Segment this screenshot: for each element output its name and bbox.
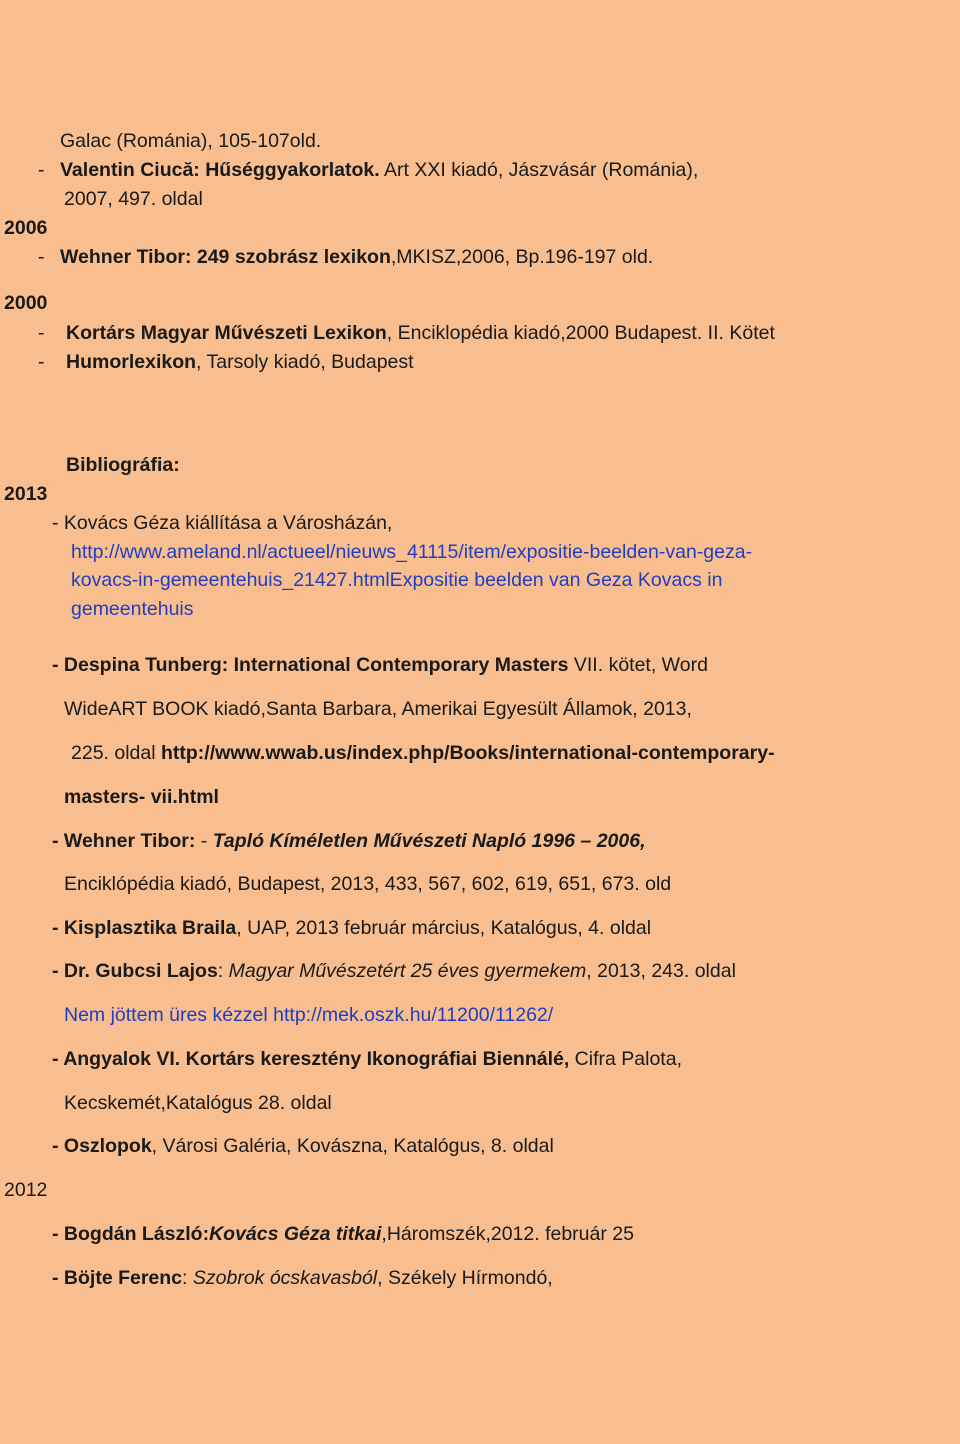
link[interactable]: Nem jöttem üres kézzel http://mek.oszk.hu/11200/11262/ [64,1004,554,1026]
list-item: - Bogdán László:Kovács Géza titkai,Háromszék,2012. február 25 [52,1223,634,1245]
list-item: - [38,246,45,268]
text-line: Kecskemét,Katalógus 28. oldal [64,1092,332,1114]
text-line: Enciklópédia kiadó, Budapest, 2013, 433, 567, 602, 619, 651, 673. old [64,873,672,895]
list-item: - Dr. Gubcsi Lajos: Magyar Művészetért 25 éves gyermekem, 2013, 243. oldal [52,960,736,982]
list-item-text: Valentin Ciucă: Hűséggyakorlatok. Art XXI kiadó, Jászvásár (Románia), [60,159,699,181]
link[interactable]: http://www.ameland.nl/actueel/nieuws_41115/item/expositie-beelden-van-geza- [71,541,753,563]
link[interactable]: http://www.wwab.us/index.php/Books/international-contemporary- [161,742,775,764]
list-item: - Kisplasztika Braila, UAP, 2013 február március, Katalógus, 4. oldal [52,917,652,939]
section-heading: Bibliográfia: [66,454,180,476]
link[interactable]: masters- vii.html [64,786,219,808]
list-item-text: Humorlexikon, Tarsoly kiadó, Budapest [66,351,414,373]
year-heading: 2000 [4,292,48,314]
list-item: - Angyalok VI. Kortárs keresztény Ikonográfiai Biennálé, Cifra Palota, [52,1048,682,1070]
list-item: - [38,351,45,373]
list-item: - Böjte Ferenc: Szobrok ócskavasból, Székely Hírmondó, [52,1267,553,1289]
text-line: Galac (Románia), 105-107old. [60,130,322,152]
list-item: - Despina Tunberg: International Contemporary Masters VII. kötet, Word [52,654,708,676]
list-item: - Kovács Géza kiállítása a Városházán, [52,512,393,534]
list-item: - Oszlopok, Városi Galéria, Kovászna, Katalógus, 8. oldal [52,1135,554,1157]
list-item: - [38,159,45,181]
link[interactable]: gemeentehuis [71,598,194,620]
list-item: - [38,322,45,344]
list-item: - Wehner Tibor: - Tapló Kíméletlen Művészeti Napló 1996 – 2006, [52,830,646,852]
text-line: 2007, 497. oldal [64,188,203,210]
book-title: Valentin Ciucă: Hűséggyakorlatok. [60,159,380,181]
text-line: 225. oldal http://www.wwab.us/index.php/Books/international-contemporary- [71,742,775,764]
year-heading: 2006 [4,217,48,239]
link[interactable]: kovacs-in-gemeentehuis_21427.htmlExpositie beelden van Geza Kovacs in [71,569,723,591]
list-item-text: Kortárs Magyar Művészeti Lexikon, Enciklopédia kiadó,2000 Budapest. II. Kötet [66,322,775,344]
year-heading: 2012 [4,1179,48,1201]
list-item-text: Wehner Tibor: 249 szobrász lexikon,MKISZ,2006, Bp.196-197 old. [60,246,654,268]
year-heading: 2013 [4,483,48,505]
text-line: WideART BOOK kiadó,Santa Barbara, Amerikai Egyesült Államok, 2013, [64,698,692,720]
